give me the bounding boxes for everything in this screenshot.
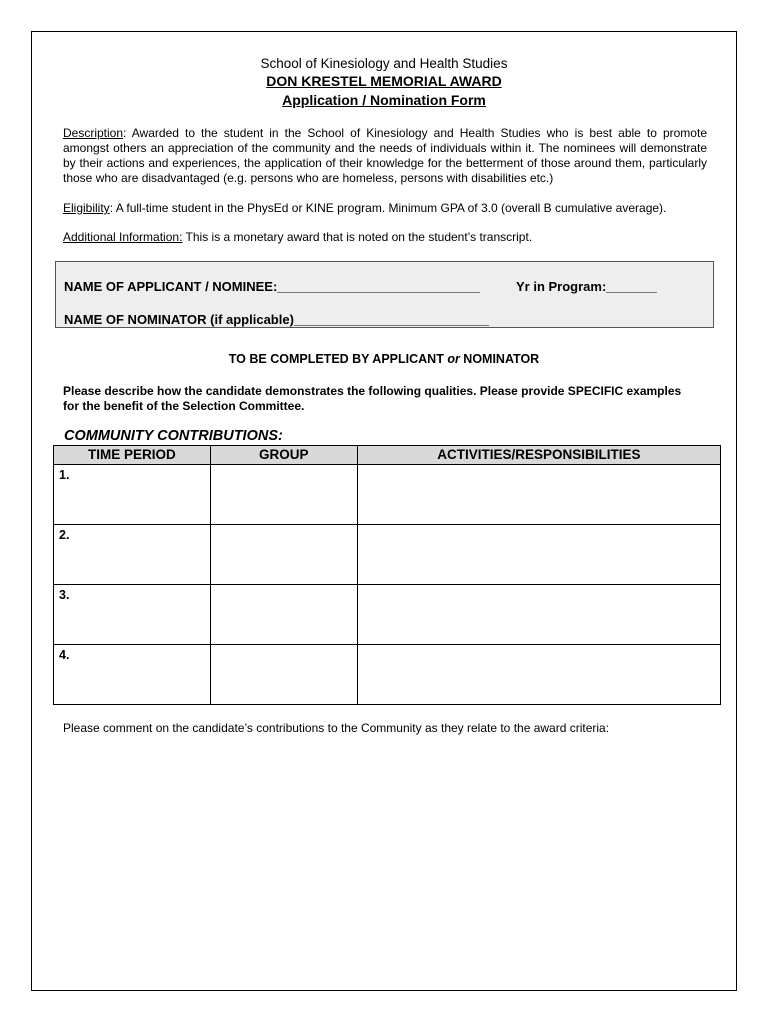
additional-info-paragraph <box>63 230 707 245</box>
completion-heading <box>31 352 737 366</box>
school-name: School of Kinesiology and Health Studies <box>260 56 508 71</box>
completion-heading-before: TO BE COMPLETED BY APPLICANT <box>228 352 448 366</box>
applicant-name-field[interactable] <box>64 279 480 294</box>
applicant-blank[interactable]: ____________________________ <box>277 279 480 294</box>
section-title: COMMUNITY CONTRIBUTIONS: <box>64 428 283 444</box>
activities-cell[interactable] <box>357 585 720 645</box>
activities-cell[interactable] <box>357 645 720 705</box>
year-blank[interactable]: _______ <box>606 279 657 294</box>
header-time-period: TIME PERIOD <box>54 446 211 465</box>
table-row <box>54 645 721 705</box>
time-period-cell[interactable]: 2. <box>54 525 211 585</box>
additional-info-label: Additional Information: <box>63 230 183 244</box>
nominator-label: NAME OF NOMINATOR (if applicable) <box>64 312 294 327</box>
contributions-table <box>53 445 721 705</box>
applicant-label: NAME OF APPLICANT / NOMINEE: <box>64 279 278 294</box>
nominator-name-field[interactable] <box>64 312 489 327</box>
year-in-program-field[interactable] <box>516 279 657 294</box>
eligibility-label: Eligibility <box>63 201 110 215</box>
comment-prompt: Please comment on the candidate’s contributions to the Community as they relate to the award criteria: <box>63 721 610 735</box>
instructions: Please describe how the candidate demonstrates the following qualities. Please provide SPECIFIC examples for the benefit of the Selection Committee. <box>63 384 682 413</box>
time-period-cell[interactable]: 4. <box>54 645 211 705</box>
group-cell[interactable] <box>210 465 357 525</box>
description-label: Description <box>63 126 124 140</box>
header-activities: ACTIVITIES/RESPONSIBILITIES <box>357 446 720 465</box>
time-period-cell[interactable]: 1. <box>54 465 211 525</box>
description-paragraph <box>63 126 707 186</box>
table-row <box>54 585 721 645</box>
eligibility-paragraph <box>63 201 707 216</box>
group-cell[interactable] <box>210 585 357 645</box>
completion-heading-after: NOMINATOR <box>459 352 540 366</box>
eligibility-text: : A full-time student in the PhysEd or KINE program. Minimum GPA of 3.0 (overall B cumulative average). <box>109 201 667 215</box>
additional-info-text: This is a monetary award that is noted on the student’s transcript. <box>182 230 533 244</box>
group-cell[interactable] <box>210 525 357 585</box>
name-box <box>55 261 714 328</box>
completion-heading-or: or <box>447 352 460 366</box>
activities-cell[interactable] <box>357 465 720 525</box>
table-row <box>54 525 721 585</box>
activities-cell[interactable] <box>357 525 720 585</box>
form-title: Application / Nomination Form <box>282 92 486 108</box>
nominator-blank[interactable]: ___________________________ <box>293 312 490 327</box>
table-row <box>54 465 721 525</box>
year-label: Yr in Program: <box>516 279 607 294</box>
description-text: : Awarded to the student in the School of Kinesiology and Health Studies who is best able to promote amongst others an appreciation of the community and the needs of individuals within it. The nominees will demonstrate by their actions and experiences, the application of their knowledge for the betterment of those around them, particularly those who are disadvantaged (e.g. persons who are homeless, persons with disabilities etc.) <box>63 126 707 185</box>
award-title: DON KRESTEL MEMORIAL AWARD <box>266 73 502 89</box>
time-period-cell[interactable]: 3. <box>54 585 211 645</box>
table-header-row <box>54 446 721 465</box>
header-group: GROUP <box>210 446 357 465</box>
group-cell[interactable] <box>210 645 357 705</box>
